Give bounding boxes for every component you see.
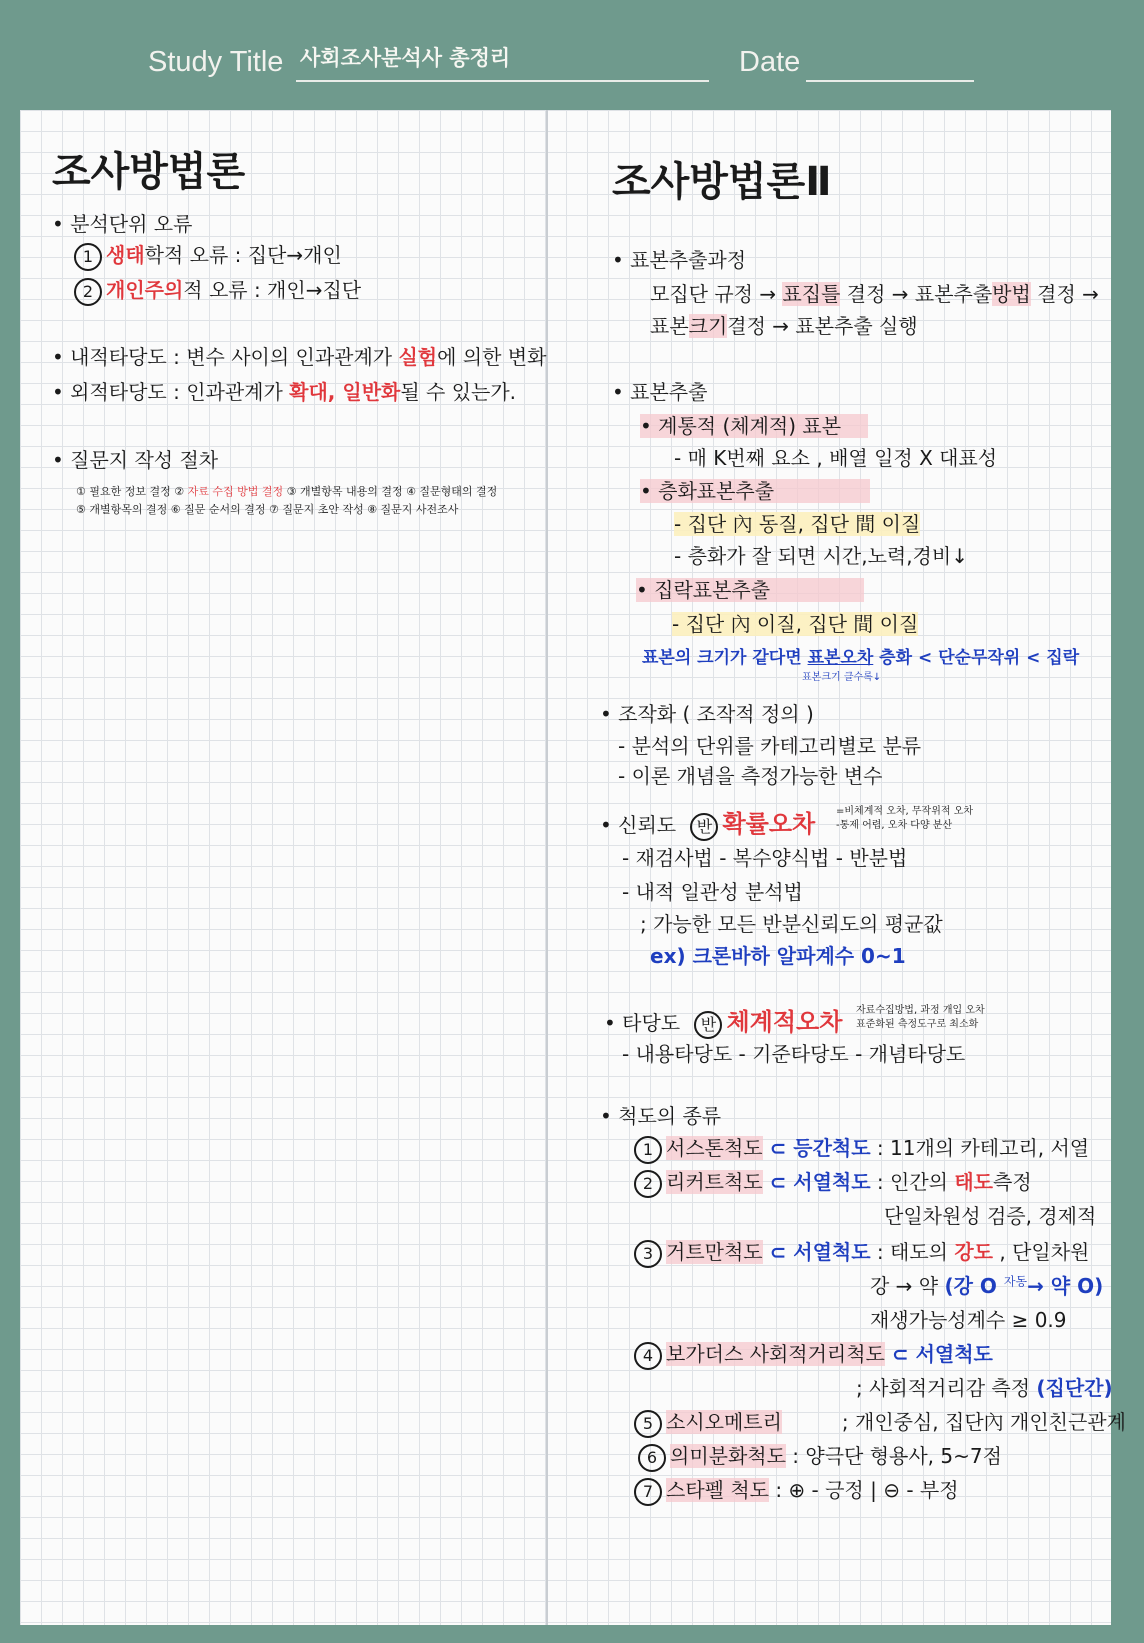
systematic-sampling-heading: • 계통적 (체계적) 표본 <box>640 414 868 438</box>
study-title-underline <box>296 80 709 82</box>
scale-desc: : ⊕ - 긍정 | ⊖ - 부정 <box>768 1478 959 1502</box>
scale-stapel <box>634 1478 959 1506</box>
text-part: 에 의한 변화 <box>437 345 547 369</box>
scale-name: 서스톤척도 <box>666 1136 763 1160</box>
highlight-text: 크기 <box>688 314 728 338</box>
reliability-example: ex) 크론바하 알파계수 0~1 <box>650 944 906 968</box>
page-header <box>0 0 1144 110</box>
text-part: • 내적타당도 : 변수 사이의 인과관계가 <box>52 345 399 369</box>
scale-desc: , 단일차원 <box>993 1240 1090 1264</box>
superscript-text: 자동 <box>1003 1274 1028 1289</box>
date-underline <box>806 80 974 82</box>
highlight-text: 실험 <box>398 345 438 369</box>
scale-semantic <box>638 1444 1002 1472</box>
left-s4-steps-line1 <box>76 485 497 498</box>
systematic-sampling-detail: - 매 K번째 요소 , 배열 일정 X 대표성 <box>674 446 998 470</box>
highlight-text: 체계적오차 <box>726 1008 843 1036</box>
highlight-text: 생태 <box>106 243 145 267</box>
highlight-text: 표본오차 <box>807 648 874 668</box>
right-p2-heading: • 표본추출 <box>612 380 708 404</box>
scale-desc: 측정 <box>993 1170 1032 1194</box>
number-badge: 6 <box>638 1444 666 1472</box>
text-part: 될 수 있는가. <box>400 380 517 404</box>
item-text: 적 오류 : 개인→집단 <box>183 278 362 302</box>
scale-desc: : 태도의 <box>870 1240 955 1264</box>
scale-guttman <box>634 1240 1089 1268</box>
right-p1-heading: • 표본추출과정 <box>612 248 747 272</box>
right-p3-line2: - 이론 개념을 측정가능한 변수 <box>618 764 883 788</box>
number-badge: 4 <box>634 1342 662 1370</box>
number-badge: 1 <box>74 243 102 271</box>
reliability-internal-detail: ; 가능한 모든 반분신뢰도의 평균값 <box>640 912 943 936</box>
number-badge: 7 <box>634 1478 662 1506</box>
opposite-badge: 반 <box>694 1011 722 1039</box>
highlight-text: - 집단 內 이질, 집단 間 이질 <box>672 612 919 636</box>
highlight-text: 확대, 일반화 <box>289 380 401 404</box>
scale-thurstone <box>634 1136 1089 1164</box>
left-s4-heading: • 질문지 작성 절차 <box>52 448 219 472</box>
right-p3-heading: • 조작화 ( 조작적 정의 ) <box>600 702 814 726</box>
highlight-text: 태도 <box>954 1170 993 1194</box>
random-error-note2: -통제 어렵, 오차 다양 분산 <box>836 820 953 831</box>
left-title: 조사방법론 <box>52 149 246 195</box>
highlight-text: 개인주의 <box>106 278 184 302</box>
scale-sociometry <box>634 1410 1126 1438</box>
reliability-internal: - 내적 일관성 분석법 <box>622 880 803 904</box>
text-part: 강 → 약 <box>870 1274 945 1298</box>
right-p1-line2 <box>650 314 918 338</box>
scale-type: ⊂ 서열척도 <box>762 1240 871 1264</box>
highlight-text: (집단간) <box>1036 1376 1113 1400</box>
cluster-sampling-heading: • 집락표본추출 <box>636 578 864 602</box>
stratified-sampling-detail2: - 층화가 잘 되면 시간,노력,경비↓ <box>674 544 968 568</box>
number-badge: 3 <box>634 1240 662 1268</box>
scale-desc: : 양극단 형용사, 5~7점 <box>785 1444 1002 1468</box>
left-internal-validity <box>52 345 546 369</box>
left-s1-heading: • 분석단위 오류 <box>52 212 193 236</box>
scale-likert-line2: 단일차원성 검증, 경제적 <box>884 1204 1097 1228</box>
highlight-text: - 집단 內 동질, 집단 間 이질 <box>674 512 921 536</box>
validity-types: - 내용타당도 - 기준타당도 - 개념타당도 <box>622 1042 966 1066</box>
number-badge: 2 <box>634 1170 662 1198</box>
stratified-sampling-detail1 <box>674 512 920 536</box>
scale-name: 의미분화척도 <box>670 1444 786 1468</box>
highlight-text: → 약 O) <box>1027 1274 1104 1298</box>
scale-desc: : 11개의 카테고리, 서열 <box>870 1136 1090 1160</box>
reliability-methods: - 재검사법 - 복수양식법 - 반분법 <box>622 846 908 870</box>
study-title-value: 사회조사분석사 총정리 <box>300 46 511 70</box>
stratified-sampling-heading: • 층화표본추출 <box>640 479 870 503</box>
scale-type: ⊂ 서열척도 <box>884 1342 993 1366</box>
systematic-error-note2: 표준화된 측정도구로 최소화 <box>856 1019 979 1030</box>
highlight-text: 방법 <box>992 282 1031 306</box>
text-part: ③ 개별항목 내용의 결정 ④ 질문형태의 결정 <box>283 485 498 498</box>
text-part: 결정 → 표본추출 실행 <box>727 314 918 338</box>
left-s4-steps-line2: ⑤ 개별항목의 결정 ⑥ 질문 순서의 결정 ⑦ 질문지 초안 작성 ⑧ 질문지 사전조사 <box>76 503 459 516</box>
scale-name: 소시오메트리 <box>666 1410 782 1434</box>
date-label: Date <box>739 46 801 78</box>
sampling-error-subnote: 표본크기 클수록↓ <box>802 672 882 683</box>
systematic-error-note1: 자료수집방법, 과정 개입 오차 <box>856 1005 985 1016</box>
highlight-text: 확률오차 <box>722 810 816 838</box>
scale-name: 보가더스 사회적거리척도 <box>666 1342 885 1366</box>
number-badge: 5 <box>634 1410 662 1438</box>
right-p1-line1 <box>650 282 1099 306</box>
item-text: 학적 오류 : 집단→개인 <box>144 243 342 267</box>
text-part: 표본 <box>650 314 689 338</box>
scale-desc: : 인간의 <box>870 1170 955 1194</box>
text-part: • 신뢰도 <box>600 813 677 837</box>
scale-bogardus <box>634 1342 993 1370</box>
right-p4-heading-row <box>600 810 815 841</box>
text-part: 결정 → <box>1030 282 1099 306</box>
highlight-text: 표집틀 <box>782 282 841 306</box>
left-external-validity <box>52 380 516 404</box>
highlight-text: 자료 수집 방법 결정 <box>187 485 284 498</box>
right-title: 조사방법론Ⅱ <box>612 159 832 205</box>
scale-name: 스타펠 척도 <box>666 1478 769 1502</box>
number-badge: 1 <box>634 1136 662 1164</box>
text-part: ① 필요한 정보 결정 ② <box>76 485 188 498</box>
scale-guttman-line2 <box>870 1274 1103 1298</box>
sampling-error-note <box>642 648 1079 668</box>
study-title-label: Study Title <box>148 46 284 78</box>
scale-desc: ; 개인중심, 집단內 개인친근관계 <box>841 1410 1126 1434</box>
scale-name: 리커트척도 <box>666 1170 763 1194</box>
highlight-text: 강도 <box>954 1240 993 1264</box>
opposite-badge: 반 <box>690 813 718 841</box>
text-part: 모집단 규정 → <box>650 282 783 306</box>
scale-bogardus-line2 <box>856 1376 1113 1400</box>
right-p5-heading-row <box>604 1008 842 1039</box>
text-part: ; 사회적거리감 측정 <box>856 1376 1037 1400</box>
highlight-text: (강 O <box>944 1274 1004 1298</box>
text-part: 표본의 크기가 같다면 <box>642 648 808 668</box>
text-part: • 타당도 <box>604 1011 681 1035</box>
number-badge: 2 <box>74 278 102 306</box>
scale-name: 거트만척도 <box>666 1240 763 1264</box>
text-part: • 외적타당도 : 인과관계가 <box>52 380 290 404</box>
scale-likert <box>634 1170 1032 1198</box>
text-part: 결정 → 표본추출 <box>840 282 993 306</box>
scale-guttman-line3: 재생가능성계수 ≥ 0.9 <box>870 1308 1067 1332</box>
text-part: 층화 < 단순무작위 < 집락 <box>873 648 1080 668</box>
scale-type: ⊂ 등간척도 <box>762 1136 871 1160</box>
scale-type: ⊂ 서열척도 <box>762 1170 871 1194</box>
right-p3-line1: - 분석의 단위를 카테고리별로 분류 <box>618 734 922 758</box>
right-p6-heading: • 척도의 종류 <box>600 1104 722 1128</box>
page-divider <box>546 110 548 1625</box>
left-s1-item1 <box>74 243 342 271</box>
random-error-note1: =비체계적 오차, 무작위적 오차 <box>836 806 974 817</box>
cluster-sampling-detail <box>672 612 918 636</box>
left-s1-item2 <box>74 278 361 306</box>
